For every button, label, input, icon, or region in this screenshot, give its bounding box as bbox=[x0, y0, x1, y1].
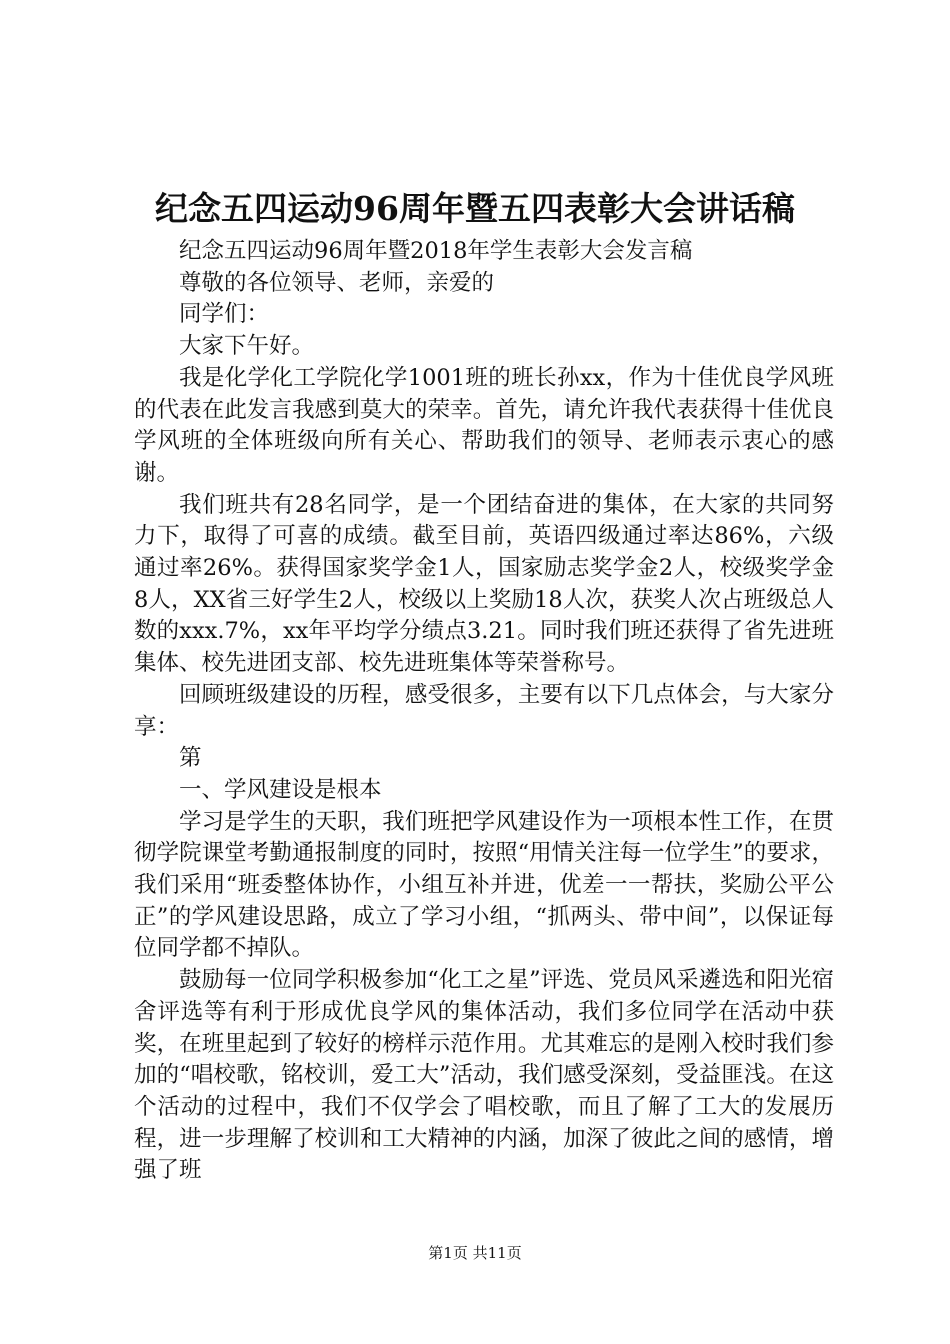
paragraph: 大家下午好。 bbox=[179, 333, 315, 360]
paragraph: 我们班共有28名同学，是一个团结奋进的集体，在大家的共同努力下，取得了可喜的成绩。截至目前，英语四级通过率达86%，六级通过率26%。获得国家奖学金1人，国家励志奖学金2人，校级奖学金8人，XX省三好学生2人，校级以上奖励18人次，获奖人次占班级总人数的xxx.7%，xx年平均学分绩点3.21。同时我们班还获得了省先进班集体、校先进团支部、校先进班集体等荣誉称号。 bbox=[134, 491, 834, 677]
paragraph: 尊敬的各位领导、老师，亲爱的 bbox=[179, 269, 495, 296]
paragraph: 我是化学化工学院化学1001班的班长孙xx，作为十佳优良学风班的代表在此发言我感到莫大的荣幸。首先，请允许我代表获得十佳优良学风班的全体班级向所有关心、帮助我们的领导、老师表示衷心的感谢。 bbox=[134, 364, 834, 486]
paragraph: 学习是学生的天职，我们班把学风建设作为一项根本性工作，在贯彻学院课堂考勤通报制度的同时，按照“用情关注每一位学生”的要求，我们采用“班委整体协作，小组互补并进，优差一一帮扶，奖励公平公正”的学风建设思路，成立了学习小组，“抓两头、带中间”，以保证每位同学都不掉队。 bbox=[134, 808, 834, 962]
page-footer: 第1页 共11页 bbox=[428, 1244, 522, 1262]
paragraph: 鼓励每一位同学积极参加“化工之星”评选、党员风采遴选和阳光宿舍评选等有利于形成优良学风的集体活动，我们多位同学在活动中获奖，在班里起到了较好的榜样示范作用。尤其难忘的是刚入校时我们参加的“唱校歌，铭校训，爱工大”活动，我们感受深刻，受益匪浅。在这个活动的过程中，我们不仅学会了唱校歌，而且了解了工大的发展历程，进一步理解了校训和工大精神的内涵，加深了彼此之间的感情，增强了班 bbox=[134, 967, 834, 1184]
paragraph: 同学们： bbox=[179, 301, 270, 328]
document-title: 纪念五四运动96周年暨五四表彰大会讲话稿 bbox=[155, 189, 795, 228]
document-body bbox=[134, 236, 834, 1187]
paragraph: 第 bbox=[179, 745, 202, 772]
paragraph: 纪念五四运动96周年暨2018年学生表彰大会发言稿 bbox=[179, 238, 693, 264]
section-heading: 一、学风建设是根本 bbox=[179, 776, 382, 803]
paragraph: 回顾班级建设的历程，感受很多，主要有以下几点体会，与大家分享： bbox=[134, 681, 834, 740]
